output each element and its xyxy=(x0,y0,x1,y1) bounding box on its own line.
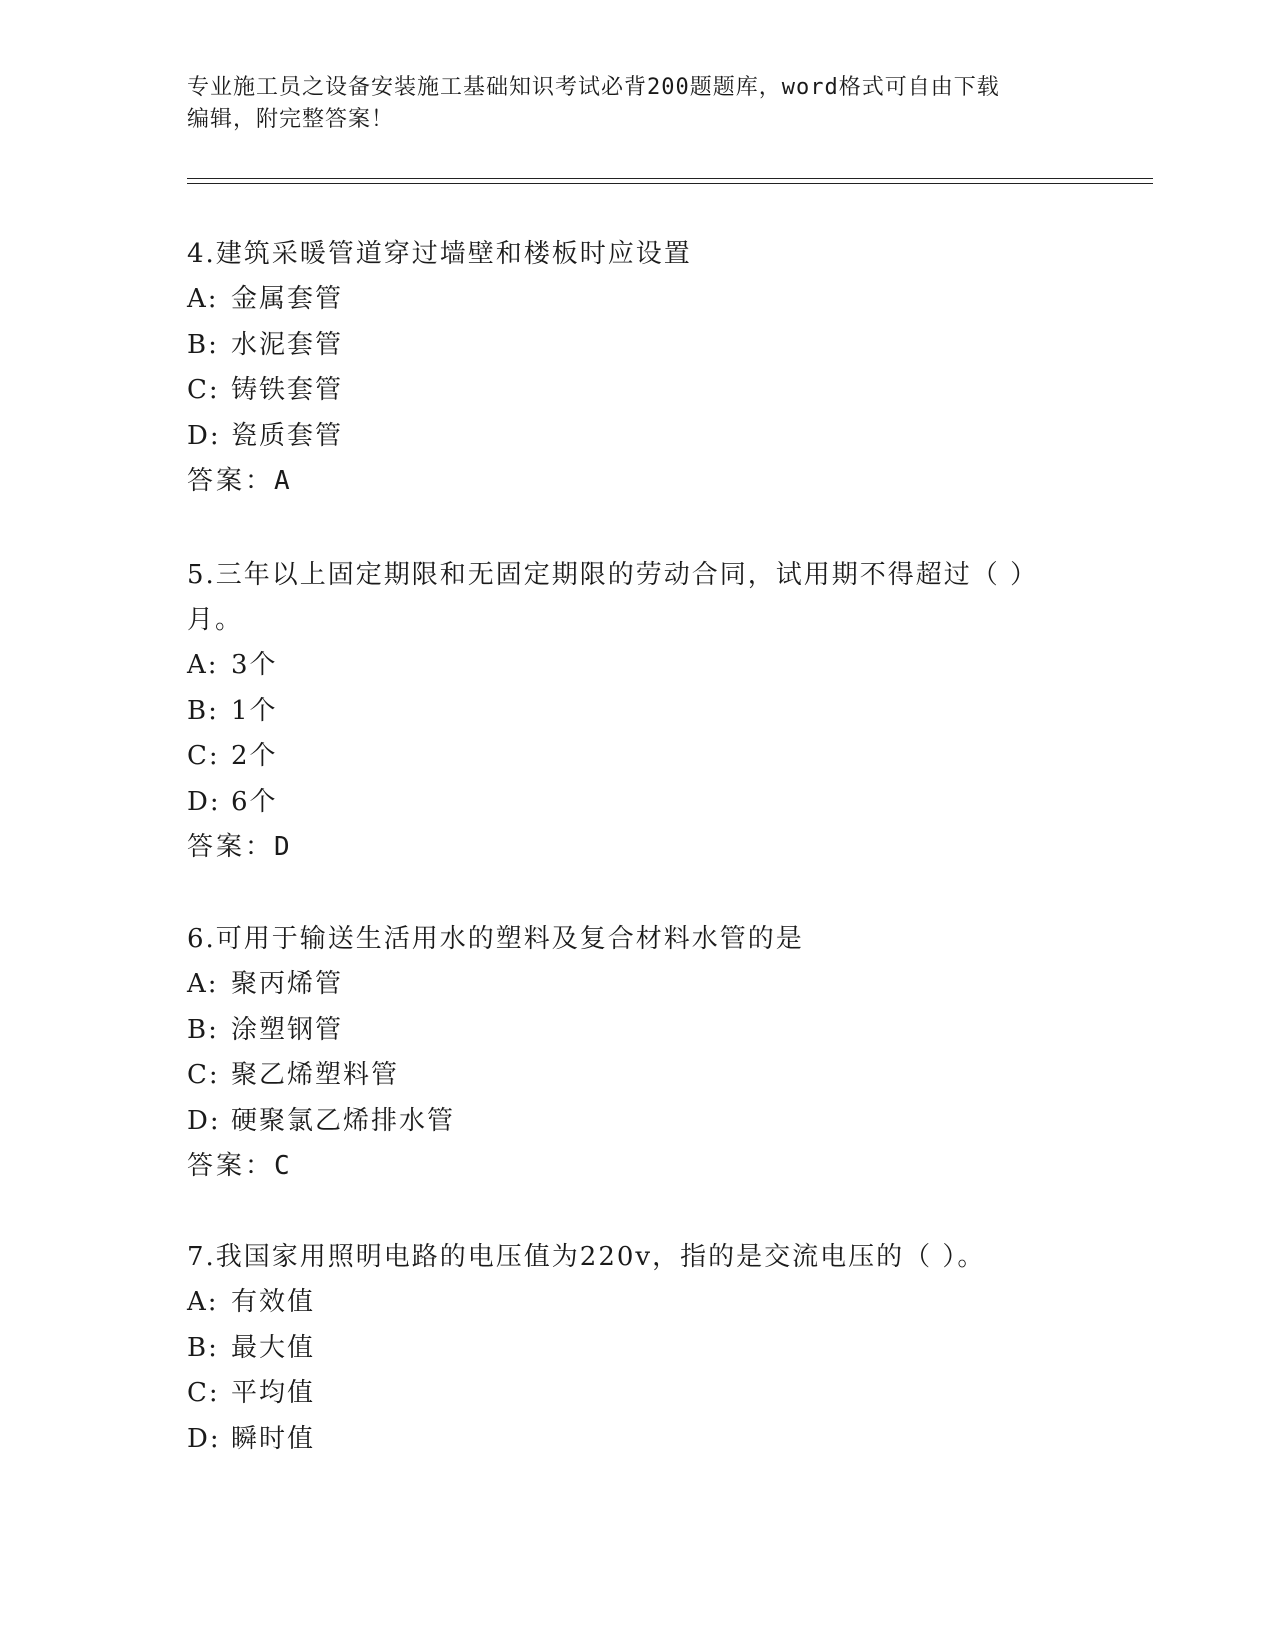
option-text: 硬聚氯乙烯排水管 xyxy=(231,1105,456,1136)
question-title: 7.我国家用照明电路的电压值为220v，指的是交流电压的（ ）。 xyxy=(187,1242,986,1272)
option-d xyxy=(187,414,1067,460)
option-d xyxy=(187,1417,1067,1463)
option-text: 瓷质套管 xyxy=(231,420,344,451)
option-key: A: xyxy=(187,284,219,314)
option-text: 2个 xyxy=(231,741,278,771)
option-b xyxy=(187,1326,1067,1372)
question-4 xyxy=(187,232,1067,504)
question-7 xyxy=(187,1235,1067,1462)
answer-line xyxy=(187,459,1067,504)
answer-label: 答案： xyxy=(187,466,275,496)
answer-label: 答案： xyxy=(187,832,275,862)
option-key: B: xyxy=(187,1332,219,1363)
option-text: 6个 xyxy=(231,786,278,817)
option-a xyxy=(187,1280,1067,1326)
option-text: 聚丙烯管 xyxy=(231,969,344,999)
option-c xyxy=(187,368,1067,414)
option-text: 聚乙烯塑料管 xyxy=(231,1060,400,1090)
option-text: 最大值 xyxy=(231,1332,316,1363)
option-d xyxy=(187,780,1067,826)
option-key: C: xyxy=(187,1060,220,1090)
option-text: 3个 xyxy=(231,650,278,680)
option-key: D: xyxy=(187,786,221,817)
option-key: D: xyxy=(187,1105,221,1136)
option-text: 平均值 xyxy=(231,1378,316,1408)
answer-line xyxy=(187,825,1067,870)
option-c xyxy=(187,1371,1067,1417)
answer-line xyxy=(187,1144,1067,1189)
option-key: B: xyxy=(187,695,219,726)
option-key: B: xyxy=(187,1014,219,1045)
option-c xyxy=(187,734,1067,780)
option-text: 金属套管 xyxy=(231,284,344,314)
question-title: 4.建筑采暖管道穿过墙壁和楼板时应设置 xyxy=(187,239,692,269)
option-key: D: xyxy=(187,1423,221,1454)
option-key: C: xyxy=(187,375,220,405)
option-a xyxy=(187,277,1067,323)
option-d xyxy=(187,1099,1067,1145)
answer-value: A xyxy=(274,466,291,496)
option-key: D: xyxy=(187,420,221,451)
option-key: C: xyxy=(187,1378,220,1408)
option-b xyxy=(187,689,1067,735)
document-header xyxy=(187,72,1067,136)
question-title: 6.可用于输送生活用水的塑料及复合材料水管的是 xyxy=(187,924,804,954)
header-line-1: 专业施工员之设备安装施工基础知识考试必背200题题库，word格式可自由下载 xyxy=(187,75,1000,100)
answer-value: C xyxy=(274,1151,291,1181)
question-title: 5.三年以上固定期限和无固定期限的劳动合同，试用期不得超过（ ）月。 xyxy=(187,560,1039,635)
option-key: A: xyxy=(187,650,219,680)
option-text: 铸铁套管 xyxy=(231,375,344,405)
header-divider-top xyxy=(187,178,1153,179)
option-a xyxy=(187,962,1067,1008)
option-a xyxy=(187,643,1067,689)
option-key: C: xyxy=(187,741,220,771)
question-6 xyxy=(187,917,1067,1189)
answer-value: D xyxy=(274,832,291,862)
option-b xyxy=(187,323,1067,369)
header-divider-bottom xyxy=(187,183,1153,184)
option-c xyxy=(187,1053,1067,1099)
option-key: A: xyxy=(187,969,219,999)
option-text: 瞬时值 xyxy=(231,1423,316,1454)
answer-label: 答案： xyxy=(187,1151,275,1181)
option-b xyxy=(187,1008,1067,1054)
option-text: 水泥套管 xyxy=(231,329,344,360)
option-text: 1个 xyxy=(231,695,278,726)
question-5 xyxy=(187,553,1067,870)
option-text: 涂塑钢管 xyxy=(231,1014,344,1045)
option-text: 有效值 xyxy=(231,1287,316,1317)
option-key: A: xyxy=(187,1287,219,1317)
header-line-2: 编辑，附完整答案！ xyxy=(187,107,395,132)
option-key: B: xyxy=(187,329,219,360)
